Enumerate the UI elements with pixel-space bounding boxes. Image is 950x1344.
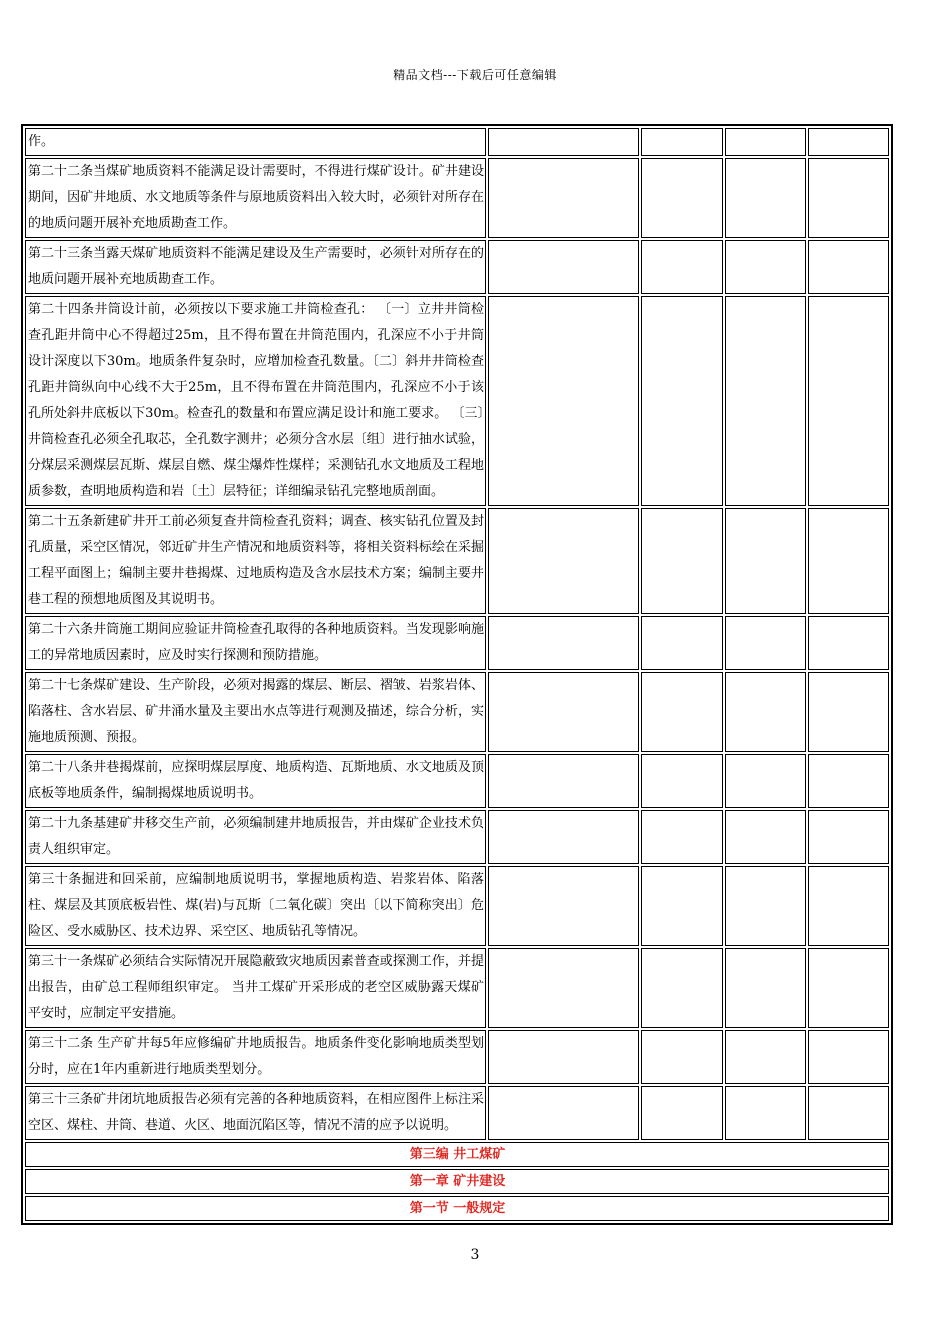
empty-cell: [641, 866, 723, 946]
empty-cell: [725, 296, 806, 506]
empty-cell: [725, 158, 806, 238]
table-row: [25, 754, 889, 808]
regulation-table: [21, 124, 893, 1225]
empty-cell: [725, 616, 806, 670]
empty-cell: [641, 948, 723, 1028]
page-header: 精品文档---下载后可任意编辑: [393, 68, 557, 82]
empty-cell: [641, 754, 723, 808]
empty-cell: [808, 810, 889, 864]
empty-cell: [725, 1030, 806, 1084]
table-row: [25, 866, 889, 946]
empty-cell: [641, 158, 723, 238]
clause-cell: 第三十三条矿井闭坑地质报告必须有完善的各种地质资料，在相应图件上标注采空区、煤柱、井筒、巷道、火区、地面沉陷区等，情况不清的应予以说明。: [25, 1086, 486, 1140]
empty-cell: [641, 810, 723, 864]
empty-cell: [808, 616, 889, 670]
clause-cell: 作。: [25, 128, 486, 156]
table-row: [25, 508, 889, 614]
empty-cell: [725, 1086, 806, 1140]
clause-cell: 第二十五条新建矿井开工前必须复查井筒检查孔资料；调查、核实钻孔位置及封孔质量，采空区情况，邻近矿井生产情况和地质资料等，将相关资料标绘在采掘工程平面图上；编制主要井巷揭煤、过地质构造及含水层技术方案；编制主要井巷工程的预想地质图及其说明书。: [25, 508, 486, 614]
empty-cell: [641, 296, 723, 506]
clause-cell: 第二十八条井巷揭煤前，应探明煤层厚度、地质构造、瓦斯地质、水文地质及顶底板等地质条件，编制揭煤地质说明书。: [25, 754, 486, 808]
empty-cell: [725, 508, 806, 614]
heading-row: [25, 1196, 889, 1221]
table-row: [25, 240, 889, 294]
empty-cell: [725, 866, 806, 946]
clause-cell: 第三十二条 生产矿井每5年应修编矿井地质报告。地质条件变化影响地质类型划分时，应在1年内重新进行地质类型划分。: [25, 1030, 486, 1084]
empty-cell: [725, 810, 806, 864]
empty-cell: [641, 1030, 723, 1084]
table-row: [25, 128, 889, 156]
empty-cell: [808, 158, 889, 238]
chapter-heading: 第一章 矿井建设: [25, 1169, 889, 1194]
table-row: [25, 810, 889, 864]
table-row: [25, 1086, 889, 1140]
empty-cell: [488, 296, 639, 506]
clause-cell: 第二十七条煤矿建设、生产阶段，必须对揭露的煤层、断层、褶皱、岩浆岩体、陷落柱、含水岩层、矿井涌水量及主要出水点等进行观测及描述，综合分析，实施地质预测、预报。: [25, 672, 486, 752]
clause-cell: 第二十九条基建矿井移交生产前，必须编制建井地质报告，并由煤矿企业技术负责人组织审定。: [25, 810, 486, 864]
empty-cell: [725, 128, 806, 156]
clause-cell: 第三十一条煤矿必须结合实际情况开展隐蔽致灾地质因素普查或探测工作，并提出报告，由矿总工程师组织审定。 当井工煤矿开采形成的老空区威胁露天煤矿平安时，应制定平安措施。: [25, 948, 486, 1028]
empty-cell: [808, 948, 889, 1028]
heading-row: [25, 1169, 889, 1194]
clause-cell: 第二十三条当露天煤矿地质资料不能满足建设及生产需要时，必须针对所存在的地质问题开展补充地质勘查工作。: [25, 240, 486, 294]
empty-cell: [488, 240, 639, 294]
table-row: [25, 158, 889, 238]
page-number: 3: [470, 1247, 480, 1263]
empty-cell: [725, 672, 806, 752]
table-row: [25, 672, 889, 752]
empty-cell: [808, 128, 889, 156]
empty-cell: [488, 616, 639, 670]
empty-cell: [488, 866, 639, 946]
empty-cell: [725, 240, 806, 294]
empty-cell: [808, 508, 889, 614]
clause-cell: 第三十条掘进和回采前，应编制地质说明书，掌握地质构造、岩浆岩体、陷落柱、煤层及其顶底板岩性、煤(岩)与瓦斯〔二氧化碳〕突出〔以下简称突出〕危险区、受水威胁区、技术边界、采空区、地质钻孔等情况。: [25, 866, 486, 946]
empty-cell: [641, 616, 723, 670]
empty-cell: [488, 672, 639, 752]
table-row: [25, 616, 889, 670]
empty-cell: [808, 1086, 889, 1140]
empty-cell: [488, 1030, 639, 1084]
empty-cell: [488, 128, 639, 156]
empty-cell: [808, 296, 889, 506]
empty-cell: [641, 128, 723, 156]
empty-cell: [488, 948, 639, 1028]
empty-cell: [488, 508, 639, 614]
empty-cell: [725, 948, 806, 1028]
empty-cell: [641, 1086, 723, 1140]
clause-cell: 第二十四条井筒设计前，必须按以下要求施工井筒检查孔： 〔一〕立井井筒检查孔距井筒中心不得超过25m，且不得布置在井筒范围内，孔深应不小于井筒设计深度以下30m。地质条件复杂时，应增加检查孔数量。〔二〕斜井井筒检查孔距井筒纵向中心线不大于25m，且不得布置在井筒范围内，孔深应不小于该孔所处斜井底板以下30m。检查孔的数量和布置应满足设计和施工要求。 〔三〕井筒检查孔必须全孔取芯，全孔数字测井；必须分含水层〔组〕进行抽水试验，分煤层采测煤层瓦斯、煤层自燃、煤尘爆炸性煤样；采测钻孔水文地质及工程地质参数，查明地质构造和岩〔土〕层特征；详细编录钻孔完整地质剖面。: [25, 296, 486, 506]
empty-cell: [725, 754, 806, 808]
table-row: [25, 1030, 889, 1084]
empty-cell: [808, 866, 889, 946]
empty-cell: [488, 158, 639, 238]
table-row: [25, 948, 889, 1028]
table-row: [25, 296, 889, 506]
empty-cell: [641, 508, 723, 614]
empty-cell: [808, 754, 889, 808]
empty-cell: [488, 810, 639, 864]
empty-cell: [808, 240, 889, 294]
empty-cell: [641, 672, 723, 752]
clause-cell: 第二十六条井筒施工期间应验证井筒检查孔取得的各种地质资料。当发现影响施工的异常地质因素时，应及时实行探测和预防措施。: [25, 616, 486, 670]
heading-row: [25, 1142, 889, 1167]
clause-cell: 第二十二条当煤矿地质资料不能满足设计需要时，不得进行煤矿设计。矿井建设期间，因矿井地质、水文地质等条件与原地质资料出入较大时，必须针对所存在的地质问题开展补充地质勘查工作。: [25, 158, 486, 238]
section-heading: 第一节 一般规定: [25, 1196, 889, 1221]
empty-cell: [808, 672, 889, 752]
empty-cell: [641, 240, 723, 294]
empty-cell: [488, 754, 639, 808]
empty-cell: [488, 1086, 639, 1140]
part-heading: 第三编 井工煤矿: [25, 1142, 889, 1167]
empty-cell: [808, 1030, 889, 1084]
